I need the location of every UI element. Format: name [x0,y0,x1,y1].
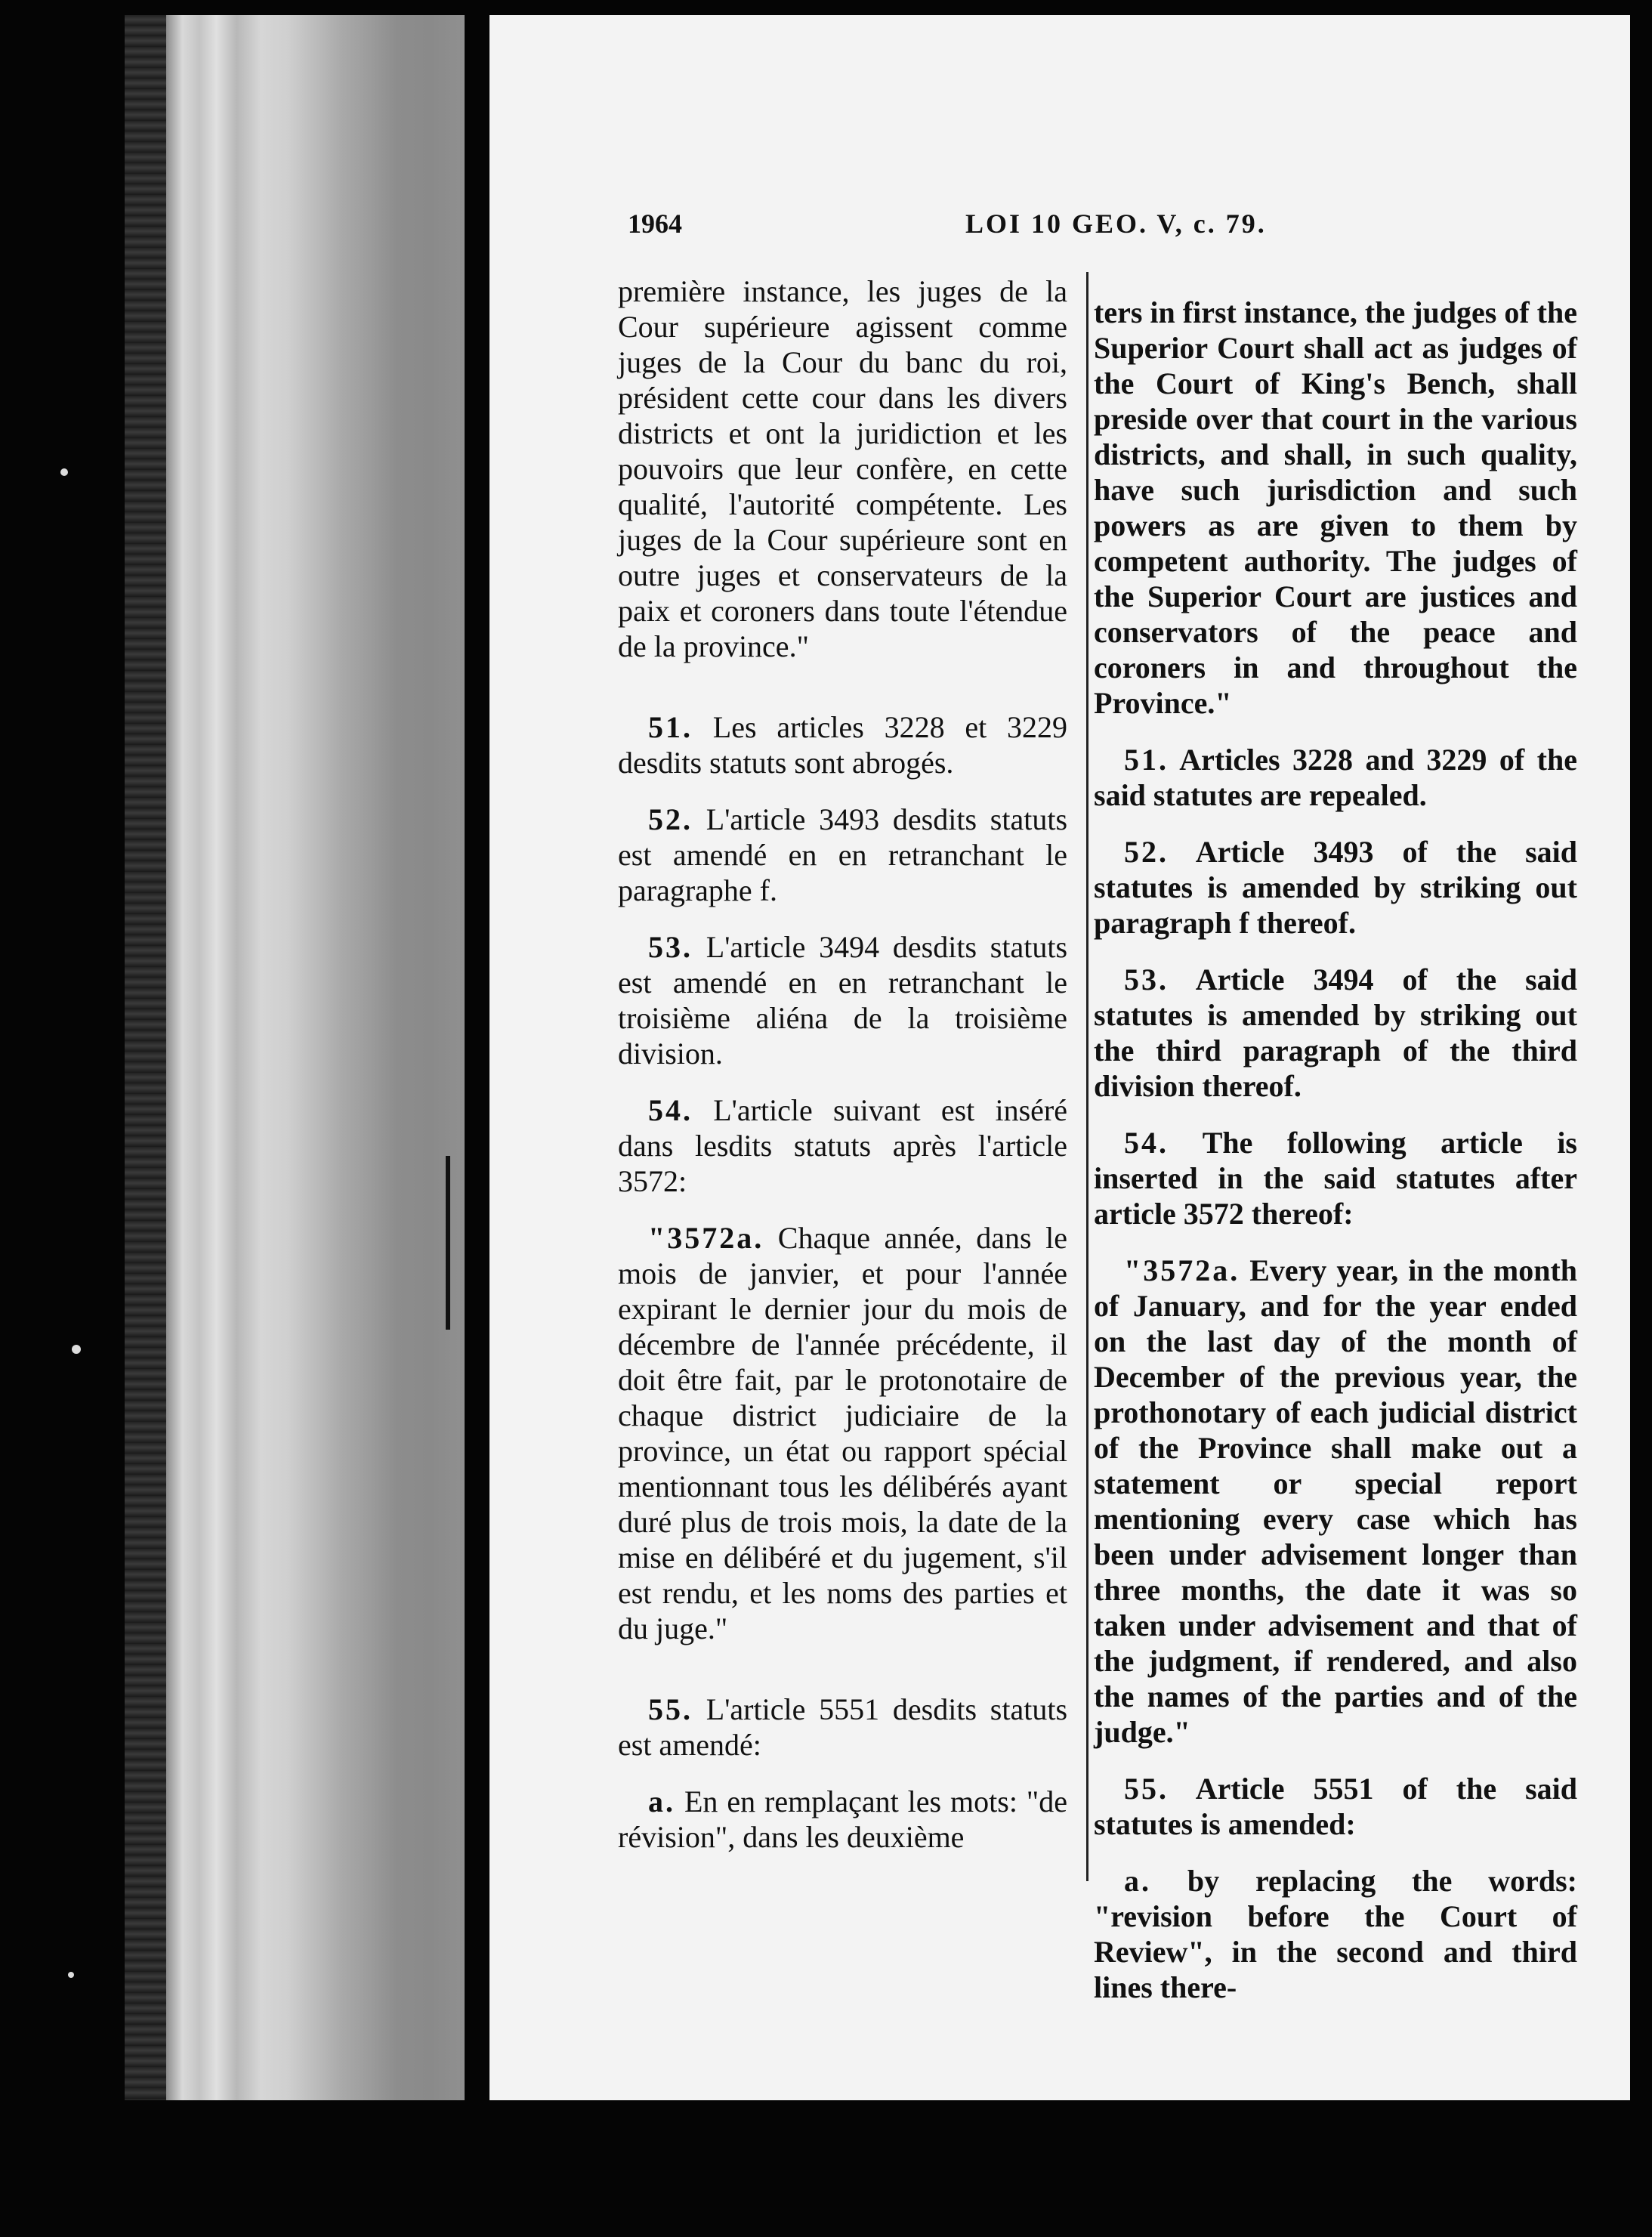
article-number: 52. [648,802,693,836]
article-number: 54. [648,1093,693,1127]
english-article-55 [1094,1771,1577,1842]
sub-item-text: En en remplaçant les mots: "de révision", dans les deuxième [618,1784,1067,1854]
english-column [1094,295,1577,2026]
english-article-52 [1094,834,1577,941]
article-text: Article 3493 of the said statutes is amended by striking out paragraph f thereof. [1094,835,1577,940]
article-text: Les articles 3228 et 3229 desdits statuts sont abrogés. [618,710,1068,780]
scan-speck [68,1972,74,1978]
scan-speck [60,468,68,476]
article-number: 52. [1124,835,1169,869]
french-article-55-a [618,1784,1067,1855]
article-text: Every year, in the month of January, and for the year ended on the last day of the month of December of the previous year, the prothonotary of each judicial district of the Province shall make out a statement or special report mentioning every case which has been under advisement longer than three months, the date it was so taken under advisement and that of the judgment, if rendered, and also the names of the parties and of the judge." [1094,1253,1578,1749]
english-article-55-a [1094,1863,1577,2005]
article-text: L'article 5551 desdits statuts est amendé: [618,1692,1068,1762]
french-article-51 [618,709,1067,780]
article-text: L'article suivant est inséré dans lesdits statuts après l'article 3572: [618,1093,1067,1198]
french-article-3572a [618,1220,1067,1646]
sub-item-letter: a. [1124,1864,1151,1898]
book-page [489,15,1630,2100]
page-number: 1964 [628,209,682,239]
article-number: 54. [1124,1126,1169,1160]
english-article-51 [1094,742,1577,813]
article-number: 51. [648,710,693,744]
article-text: L'article 3493 desdits statuts est amendé en en retranchant le paragraphe f. [618,802,1068,907]
article-text: Article 5551 of the said statutes is amended: [1094,1772,1577,1841]
article-number: 55. [1124,1772,1169,1806]
page-header [489,208,1630,246]
article-number: 51. [1124,743,1169,777]
french-article-55 [618,1692,1067,1763]
column-divider [1086,272,1088,1881]
article-number: 55. [648,1692,693,1726]
french-article-52 [618,802,1067,908]
sub-item-letter: a. [648,1784,675,1818]
article-text: Article 3494 of the said statutes is amended by striking out the third paragraph of the third division thereof. [1094,962,1577,1103]
french-article-54 [618,1092,1067,1199]
article-number: "3572a. [648,1221,764,1255]
running-title: LOI 10 GEO. V, c. 79. [965,209,1267,239]
article-number: "3572a. [1124,1253,1240,1287]
article-text: Chaque année, dans le mois de janvier, et pour l'année expirant le dernier jour du mois de décembre de l'année précédente, il doit être fait, par le protonotaire de chaque district judiciaire de la province, un état ou rapport spécial mentionnant tous les délibérés ayant duré plus de trois mois, la date de la mise en délibéré et du jugement, s'il est rendu, et les noms des parties et du juge." [618,1221,1068,1645]
scan-speck [72,1345,81,1354]
french-paragraph-continuation: première instance, les juges de la Cour supérieure agissent comme juges de la Cour du banc du roi, président cette cour dans les divers districts et ont la juridiction et les pouvoirs que leur confère, en cette qualité, l'autorité compétente. Les juges de la Cour supérieure sont en outre juges et conservateurs de la paix et coroners dans toute l'étendue de la province." [618,274,1067,663]
book-page-edges [125,15,465,2100]
french-column [618,273,1067,1876]
book-spine [125,15,166,2100]
french-article-53 [618,929,1067,1071]
article-number: 53. [648,930,693,964]
scan-scratch-mark [446,1156,450,1330]
english-article-3572a [1094,1253,1577,1750]
article-text: L'article 3494 desdits statuts est amendé en en retranchant le troisième aliéna de la troisième division. [618,930,1068,1071]
article-text: Articles 3228 and 3229 of the said statutes are repealed. [1094,743,1577,812]
english-paragraph-continuation: ters in first instance, the judges of the Superior Court shall act as judges of the Court of King's Bench, shall preside over that court in the various districts, and shall, in such quality, have such jurisdiction and such powers as are given to them by competent authority. The judges of the Superior Court are justices and conservators of the peace and coroners in and throughout the Province." [1094,295,1577,720]
english-article-53 [1094,962,1577,1104]
english-article-54 [1094,1125,1577,1231]
article-number: 53. [1124,962,1169,996]
sub-item-text: by replacing the words: "revision before the Court of Review", in the second and third lines there- [1094,1864,1577,2004]
article-text: The following article is inserted in the said statutes after article 3572 thereof: [1094,1126,1577,1231]
